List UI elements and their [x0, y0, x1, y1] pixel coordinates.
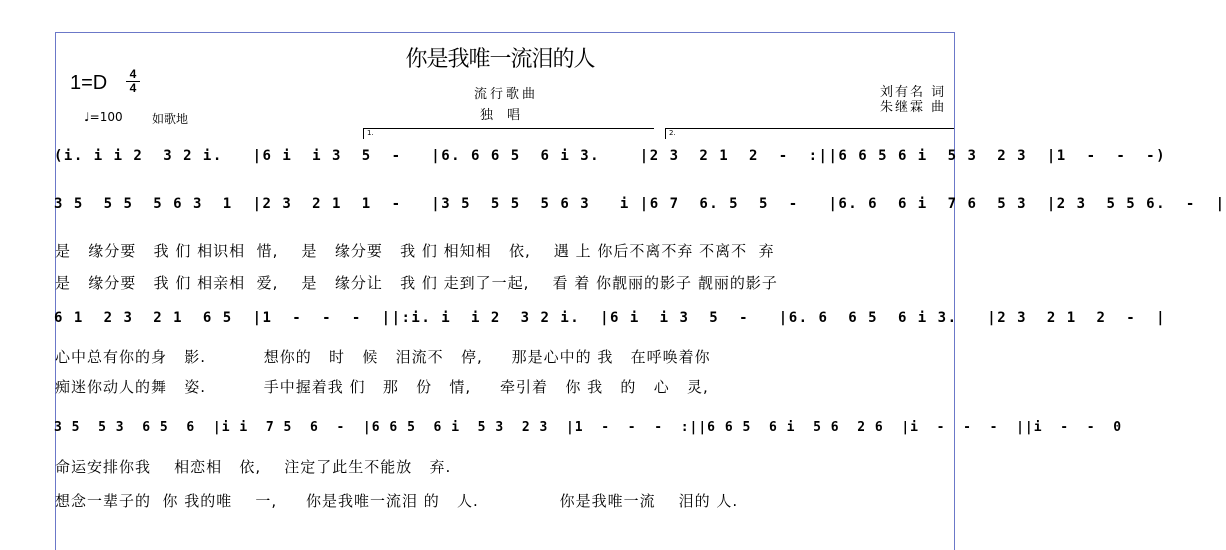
first-ending-label: 1. [367, 129, 374, 137]
time-signature-bottom: 4 [129, 81, 137, 95]
lyric-row-5: 命运安排你我 相恋相 依, 注定了此生不能放 弃. [55, 458, 452, 476]
second-ending-label: 2. [669, 129, 676, 137]
music-row-1: (i. i i 2 3 2 i. |6 i i 3 5 - |6. 6 6 5 6 i 3. |2 3 2 1 2 - :||6 6 5 6 i 5 3 2 3 |1 - - -) [54, 148, 1167, 164]
lyric-row-3: 心中总有你的身 影. 想你的 时 候 泪流不 停, 那是心中的 我 在呼唤着你 [55, 348, 711, 366]
lyricist-credit: 刘有名 词 [880, 85, 947, 100]
genre-label: 流行歌曲 [474, 87, 539, 102]
song-title: 你是我唯一流泪的人 [405, 47, 595, 72]
performance-label: 独唱 [480, 108, 535, 123]
lyric-row-4: 痴迷你动人的舞 姿. 手中握着我 们 那 份 情, 牵引着 你 我 的 心 灵, [55, 378, 709, 396]
lyric-row-2: 是 缘分要 我 们 相亲相 爱, 是 缘分让 我 们 走到了一起, 看 着 你靓丽的影子 靓丽的影子 [55, 274, 778, 292]
music-row-3: 6 1 2 3 2 1 6 5 |1 - - - ||:i. i i 2 3 2 i. |6 i i 3 5 - |6. 6 6 5 6 i 3. |2 3 2 1 2 - | [54, 310, 1167, 326]
lyric-row-1: 是 缘分要 我 们 相识相 惜, 是 缘分要 我 们 相知相 依, 遇 上 你后不离不弃 不离不 弃 [55, 242, 775, 260]
music-row-2: 3 5 5 5 5 6 3 1 |2 3 2 1 1 - |3 5 5 5 5 6 3 i |6 7 6. 5 5 - |6. 6 6 i 7 6 5 3 |2 3 5 5 6. - | [54, 196, 1226, 212]
expression-marking: 如歌地 [152, 112, 189, 126]
lyric-row-6: 想念一辈子的 你 我的唯 一, 你是我唯一流泪 的 人. 你是我唯一流 泪的 人. [55, 492, 739, 510]
composer-credit: 朱继霖 曲 [880, 100, 947, 115]
music-row-4: 3 5 5 3 6 5 6 |i i 7 5 6 - |6 6 5 6 i 5 3 2 3 |1 - - - :||6 6 5 6 i 5 6 2 6 |i - - - ||i - - 0 [54, 420, 1123, 435]
key-signature: 1=D [70, 72, 108, 94]
time-signature-top: 4 [129, 67, 137, 81]
first-ending-bracket [363, 128, 654, 139]
tempo-marking: ♩=100 [84, 110, 123, 124]
second-ending-bracket [665, 128, 954, 139]
